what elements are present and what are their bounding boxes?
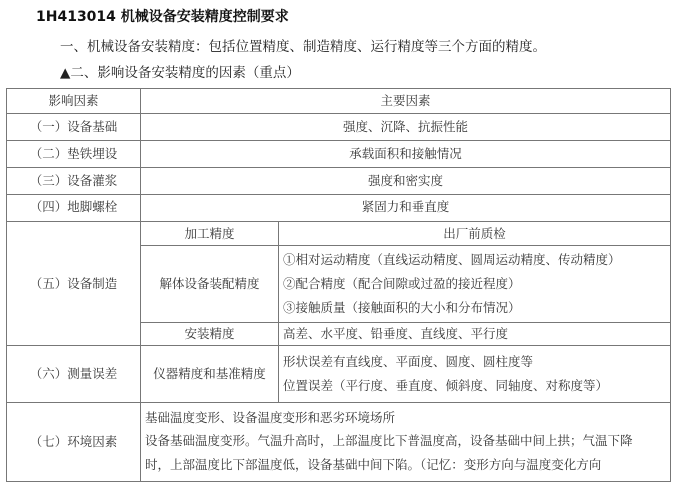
factor-cell-environment: （七）环境因素 (7, 403, 141, 482)
factor-cell-manufacturing: （五）设备制造 (7, 222, 141, 346)
table-row (7, 141, 671, 168)
section-title: 1H413014 机械设备安装精度控制要求 (36, 9, 289, 25)
environment-detail-cell (141, 403, 671, 482)
sub-label-cell: 安装精度 (141, 323, 279, 346)
sub-label-cell: 解体设备装配精度 (141, 246, 279, 323)
paragraph-influencing-factors-heading: ▲二、影响设备安装精度的因素（重点） (60, 65, 300, 81)
header-main-factors: 主要因素 (141, 89, 671, 114)
detail-line: ③接触质量（接触面积的大小和分布情况） (283, 300, 521, 315)
main-factor-cell: 承载面积和接触情况 (141, 141, 671, 168)
detail-line: 基础温度变形、设备温度变形和恶劣环境场所 (145, 410, 396, 425)
table-header-row (7, 89, 671, 114)
factor-cell: （四）地脚螺栓 (7, 195, 141, 222)
sub-detail-cell (279, 346, 671, 403)
main-factor-cell: 紧固力和垂直度 (141, 195, 671, 222)
table-row (7, 195, 671, 222)
influencing-factors-table (6, 88, 671, 482)
sub-label-cell: 加工精度 (141, 222, 279, 246)
table-row (7, 114, 671, 141)
factor-cell-measurement: （六）测量误差 (7, 346, 141, 403)
factor-cell: （三）设备灌浆 (7, 168, 141, 195)
factor-cell: （二）垫铁埋设 (7, 141, 141, 168)
factor-cell: （一）设备基础 (7, 114, 141, 141)
detail-line: 形状误差有直线度、平面度、圆度、圆柱度等 (283, 354, 534, 369)
sub-label-cell: 仪器精度和基准精度 (141, 346, 279, 403)
paragraph-installation-precision: 一、机械设备安装精度：包括位置精度、制造精度、运行精度等三个方面的精度。 (60, 39, 546, 55)
table-row-measurement (7, 346, 671, 403)
table-row (7, 168, 671, 195)
sub-detail-cell: 高差、水平度、铅垂度、直线度、平行度 (279, 323, 671, 346)
detail-line: 时，上部温度比下部温度低，设备基础中间下陷。（记忆：变形方向与温度变化方向 (145, 457, 602, 472)
main-factor-cell: 强度和密实度 (141, 168, 671, 195)
detail-line: 设备基础温度变形。气温升高时，上部温度比下普温度高，设备基础中间上拱；气温下降 (145, 433, 633, 448)
sub-detail-cell: 出厂前质检 (279, 222, 671, 246)
header-factor: 影响因素 (7, 89, 141, 114)
table-row-environment (7, 403, 671, 482)
detail-line: ②配合精度（配合间隙或过盈的接近程度） (283, 276, 521, 291)
detail-line: 位置误差（平行度、垂直度、倾斜度、同轴度、对称度等） (283, 378, 609, 393)
table-row-manufacturing-processing (7, 222, 671, 246)
sub-detail-cell (279, 246, 671, 323)
detail-line: ①相对运动精度（直线运动精度、圆周运动精度、传动精度） (283, 252, 621, 267)
main-factor-cell: 强度、沉降、抗振性能 (141, 114, 671, 141)
